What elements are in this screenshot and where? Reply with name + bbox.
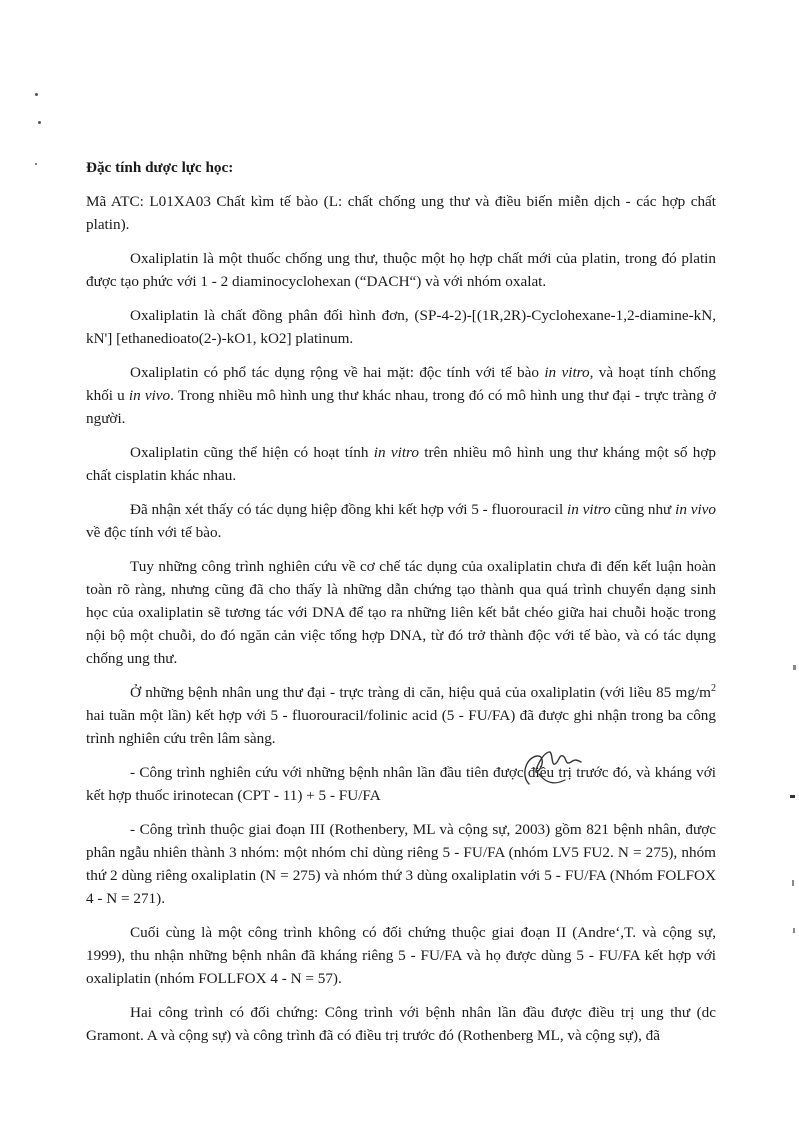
scan-mark (793, 665, 796, 670)
paragraph-isomer: Oxaliplatin là chất đồng phân đối hình đơn, (SP-4-2)-[(1R,2R)-Cyclohexane-1,2-diamine-kN, kN'] [ethanedioato(2-)-kO1, kO2] platinum. (86, 307, 716, 347)
paragraph-synergy: Đã nhận xét thấy có tác dụng hiệp đồng khi kết hợp với 5 - fluorouracil in vitro cũng như in vivo về độc tính với tế bào. (86, 501, 717, 541)
paragraph-controlled: Hai công trình có đối chứng: Công trình với bệnh nhân lần đầu được điều trị ung thư (dc Gramont. A và cộng sự) và công trình đã có điều trị trước đó (Rothenberg ML, và cộng sự), đã (86, 1004, 716, 1044)
handwritten-signature (515, 746, 585, 794)
scan-mark (793, 928, 795, 933)
scan-mark (790, 795, 795, 798)
paragraph-study-1: - Công trình nghiên cứu với những bệnh nhân lần đầu tiên được điều trị trước đó, và kháng với kết hợp thuốc irinotecan (CPT - 11) + 5 - FU/FA (86, 764, 716, 804)
section-heading: Đặc tính dược lực học: (86, 159, 234, 176)
atc-paragraph: Mã ATC: L01XA03 Chất kìm tế bào (L: chất chống ung thư và điều biến miễn dịch - các hợp chất platin). (86, 193, 716, 233)
paragraph-spectrum: Oxaliplatin có phổ tác dụng rộng về hai mặt: độc tính với tế bào in vitro, và hoạt tính chống khối u in vivo. Trong nhiều mô hình ung thư khác nhau, trong đó có mô hình ung thư đại - trực tràng ở người. (86, 364, 717, 427)
paragraph-clinical: Ở những bệnh nhân ung thư đại - trực tràng di căn, hiệu quả của oxaliplatin (với liều 85 $mg/m^2$ hai tuần một lần) kết hợp với 5 - fluorouracil/folinic acid (5 - FU/FA) đã được ghi nhận trong ba công trình nghiên cứu trên lâm sàng. (86, 682, 716, 747)
paragraph-study-3: Cuối cùng là một công trình không có đối chứng thuộc giai đoạn II (Andre‘,T. và cộng sự, 1999), thu nhận những bệnh nhân đã kháng riêng 5 - FU/FA và họ được dùng 5 - FU/FA kết hợp với oxaliplatin (nhóm FOLLFOX 4 - N = 57). (86, 924, 716, 987)
paragraph-definition: Oxaliplatin là một thuốc chống ung thư, thuộc một họ hợp chất mới của platin, trong đó platin được tạo phức với 1 - 2 diaminocyclohexan (“DACH“) và với nhóm oxalat. (86, 250, 716, 290)
document-page (86, 156, 716, 1058)
paragraph-cisplatin: Oxaliplatin cũng thể hiện có hoạt tính in vitro trên nhiều mô hình ung thư kháng một số hợp chất cisplatin khác nhau. (86, 444, 716, 484)
scan-speck (35, 93, 38, 96)
scan-speck (38, 121, 41, 124)
paragraph-mechanism: Tuy những công trình nghiên cứu về cơ chế tác dụng của oxaliplatin chưa đi đến kết luận hoàn toàn rõ ràng, nhưng cũng đã cho thấy là những dẫn chứng tạo thành qua quá trình chuyển dạng sinh học của oxaliplatin sẽ tương tác với DNA để tạo ra những liên kết bắt chéo giữa hai chuỗi hoặc trong nội bộ một chuỗi, do đó ngăn cản việc tổng hợp DNA, từ đó trở thành độc với tế bào, và có tác dụng chống ung thư. (86, 558, 716, 667)
paragraph-study-2: - Công trình thuộc giai đoạn III (Rothenbery, ML và cộng sự, 2003) gồm 821 bệnh nhân, được phân ngẫu nhiên thành 3 nhóm: một nhóm chỉ dùng riêng 5 - FU/FA (nhóm LV5 FU2. N = 275), nhóm thứ 2 dùng riêng oxaliplatin (N = 275) và nhóm thứ 3 dùng oxaliplatin với 5 - FU/FA (Nhóm FOLFOX 4 - N = 271). (86, 821, 716, 907)
scan-speck (35, 163, 37, 165)
scan-mark (792, 880, 794, 886)
